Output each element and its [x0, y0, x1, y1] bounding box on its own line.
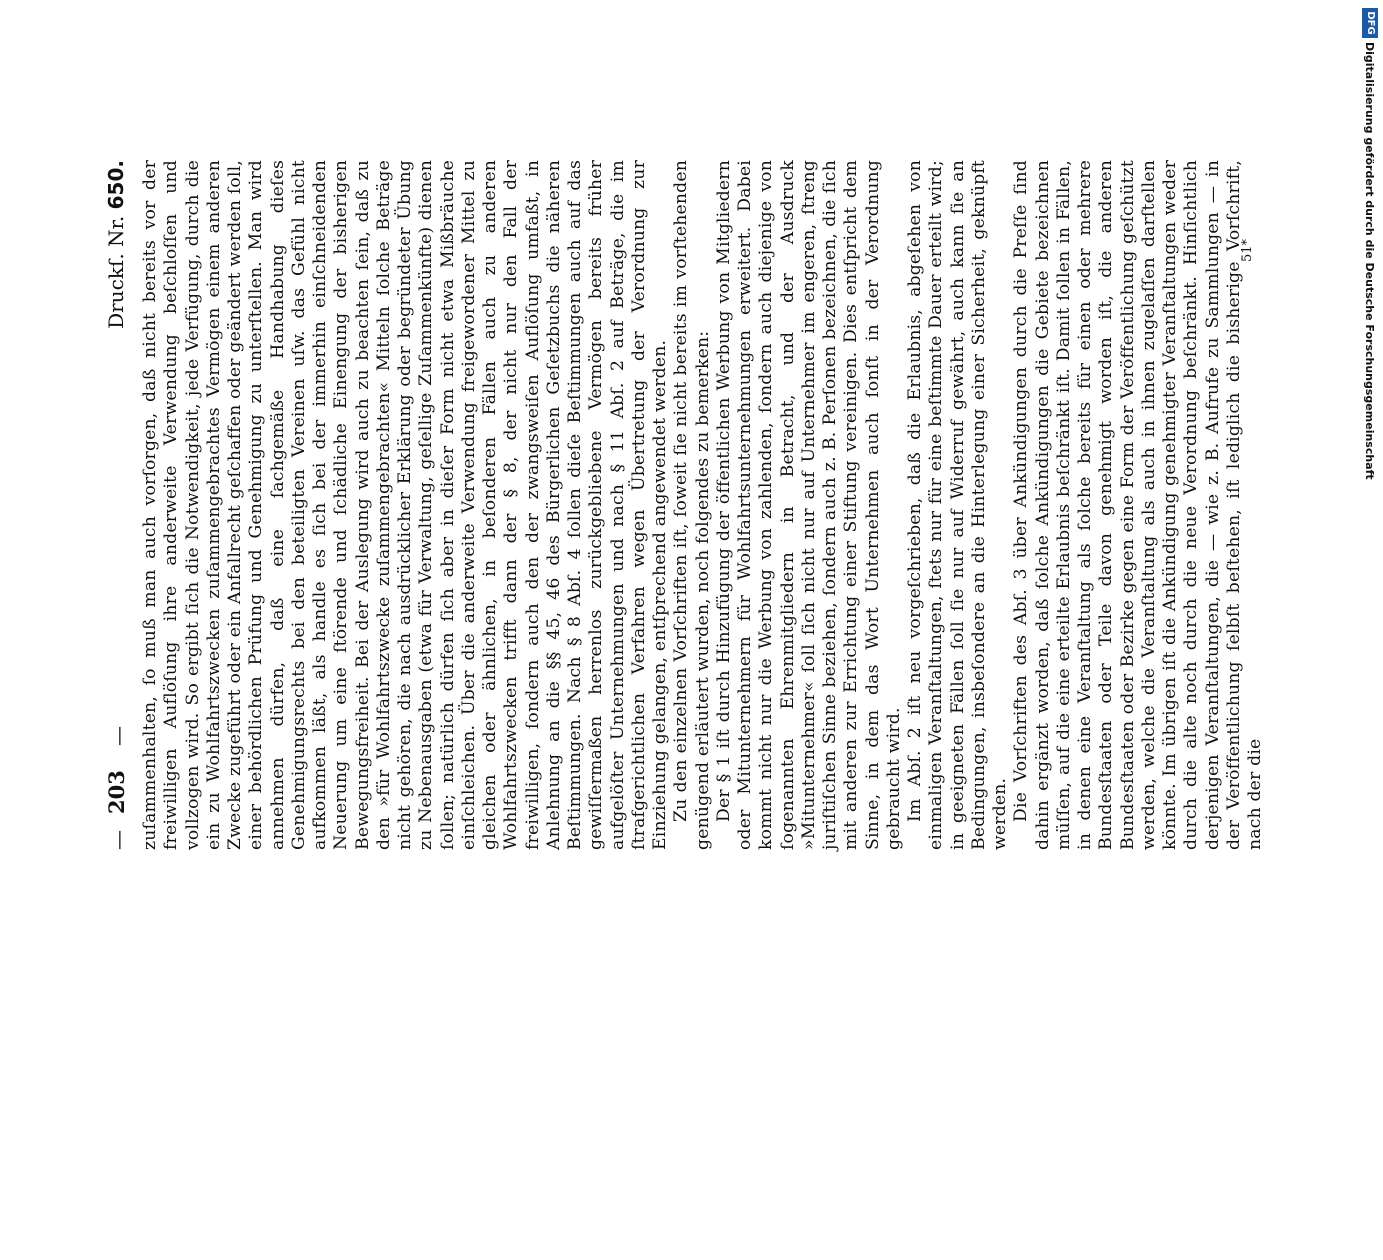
credit-text: Digitalisierung gefördert durch die Deutsche Forschungsgemeinschaft — [1363, 42, 1377, 480]
running-head — [102, 160, 132, 850]
paragraph: Im Abſ. 2 iſt neu vorgeſchrieben, daß die Erlaubnis, abgeſehen von einmaligen Veranſtaltungen, ſtets nur für eine beſtimmte Dauer erteilt wird; in geeigneten Fällen ſoll ſie nur auf Widerruf gewährt, auch kann ſie an Bedingungen, insbeſondere an die Hinterlegung einer Sicherheit, geknüpft werden. — [905, 160, 1010, 850]
paragraph: Der § 1 iſt durch Hinzufügung der öffentlichen Werbung von Mitgliedern oder Mitunternehmern für Wohlfahrtsunternehmungen erweitert. Dabei kommt nicht nur die Werbung von zahlenden, ſondern auch diejenige von ſogenannten Ehrenmitgliedern in Betracht, und der Ausdruck »Mitunternehmer« ſoll ſich nicht nur auf Unternehmer im engeren, ſtreng juriſtiſchen Sinne beziehen, ſondern auch z. B. Perſonen bezeichnen, die ſich mit anderen zur Errichtung einer Stiftung vereinigen. Dies entſpricht dem Sinne, in dem das Wort Unternehmen auch ſonſt in der Verordnung gebraucht wird. — [713, 160, 904, 850]
head-dash-left: — — [106, 830, 130, 850]
credit-inner — [1360, 8, 1380, 992]
head-dash-right: — — [106, 726, 130, 746]
print-ref-prefix: Druckſ. Nr. — [104, 215, 128, 329]
print-ref-number: 650. — [104, 160, 128, 210]
print-reference — [104, 160, 128, 329]
body-text — [140, 160, 1266, 850]
page-signature-mark: 51* — [1240, 238, 1255, 262]
page-number: 203 — [104, 770, 129, 814]
paragraph: Zu den einzelnen Vorſchriften iſt, ſoweit ſie nicht bereits im vorſtehenden genügend erläutert wurden, noch folgendes zu bemerken: — [671, 160, 713, 850]
paragraph: zuſammenhalten, ſo muß man auch vorſorgen, daß nicht bereits vor der freiwilligen Auflöſung ihre anderweite Verwendung beſchloſſen und vollzogen wird. So ergibt ſich die Notwendigkeit, jede Verfügung, durch die ein zu Wohlfahrtszwecken zuſammengebrachtes Vermögen einem anderen Zwecke zugeführt oder ein Anfallrecht geſchaffen oder geändert werden ſoll, einer behördlichen Prüfung und Genehmigung zu unterſtellen. Man wird annehmen dürfen, daß eine ſachgemäße Handhabung dieſes Genehmigungsrechts bei den beteiligten Vereinen uſw. das Gefühl nicht aufkommen läßt, als handle es ſich bei der immerhin einſchneidenden Neuerung um eine ſtörende und ſchädliche Einengung der bisherigen Bewegungsfreiheit. Bei der Auslegung wird auch zu beachten ſein, daß zu den »für Wohlfahrtszwecke zuſammengebrachten« Mitteln ſolche Beträge nicht gehören, die nach ausdrücklicher Erklärung oder begründeter Übung zu Nebenausgaben (etwa für Verwaltung, geſellige Zuſammenkünfte) dienen ſollen; natürlich dürfen ſich aber in dieſer Form nicht etwa Mißbräuche einſchleichen. Über die anderweite Verwendung freigewordener Mittel zu gleichen oder ähnlichen, in beſonderen Fällen auch zu anderen Wohlfahrtszwecken trifft dann der § 8, der nicht nur den Fall der freiwilligen, ſondern auch den der zwangsweiſen Auflöſung umfaßt, in Anlehnung an die §§ 45, 46 des Bürgerlichen Geſetzbuchs die näheren Beſtimmungen. Nach § 8 Abſ. 4 ſollen dieſe Beſtimmungen auch auf das gewiſſermaßen herrenlos zurückgebliebene Vermögen bereits früher aufgelöſter Unternehmungen und nach § 11 Abſ. 2 auf Beträge, die im ſtrafgerichtlichen Verfahren wegen Übertretung der Verordnung zur Einziehung gelangen, entſprechend angewendet werden. — [140, 160, 670, 850]
paragraph: Die Vorſchriften des Abſ. 3 über Ankündigungen durch die Preſſe ſind dahin ergänzt worden, daß ſolche Ankündigungen die Gebiete bezeichnen müſſen, auf die eine erteilte Erlaubnis beſchränkt iſt. Damit ſollen in Fällen, in denen eine Veranſtaltung als ſolche bereits für einen oder mehrere Bundesſtaaten oder Teile davon genehmigt worden iſt, die anderen Bundesſtaaten oder Bezirke gegen eine Form der Veröffentlichung geſchützt werden, welche die Veranſtaltung als auch in ihnen zugelaſſen darſtellen könnte. Im übrigen iſt die Ankündigung genehmigter Veranſtaltungen weder durch die alte noch durch die neue Verordnung beſchränkt. Hinſichtlich derjenigen Veranſtaltungen, die — wie z. B. Aufrufe zu Sammlungen — in der Veröffentlichung ſelbſt beſtehen, iſt lediglich die bisherige Vorſchrift, nach der die — [1011, 160, 1265, 850]
digitization-credit-bar — [1360, 8, 1380, 992]
dfg-logo-icon: DFG — [1362, 8, 1378, 38]
